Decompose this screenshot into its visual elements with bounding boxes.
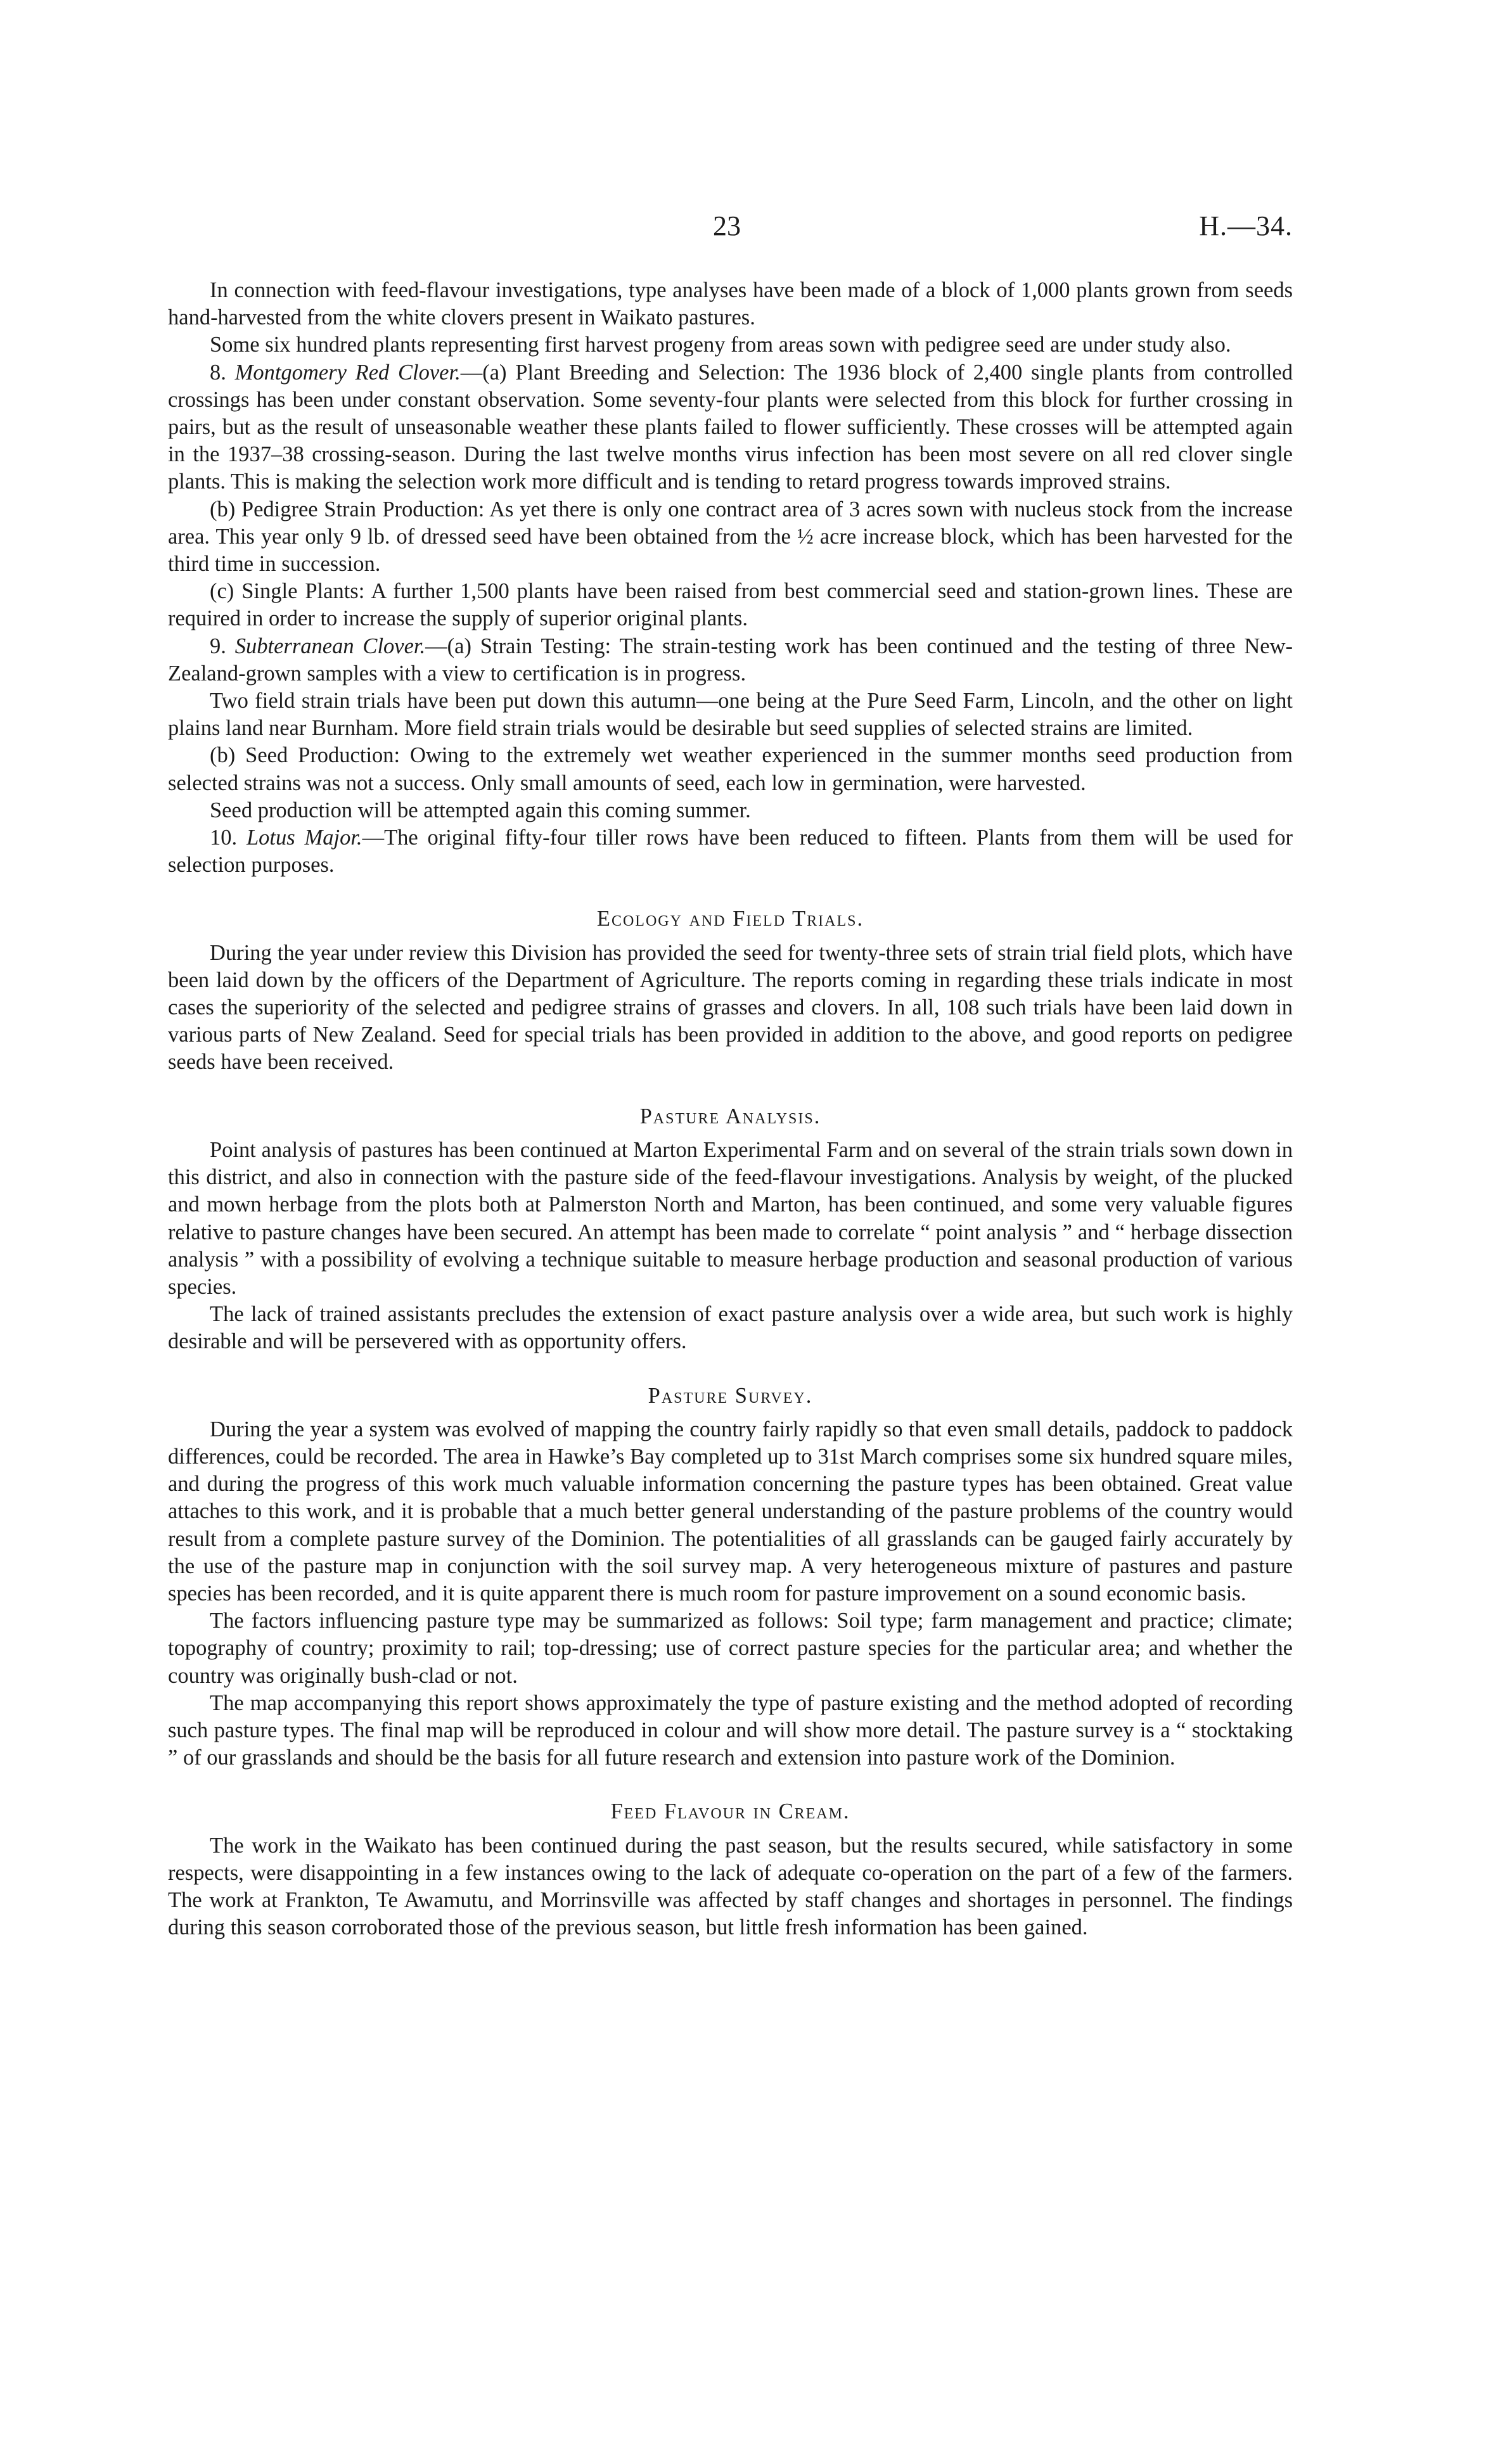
paragraph-lotus-major — [168, 824, 1293, 879]
paragraph: The lack of trained assistants precludes the extension of exact pasture analysis over a wide area, but such work is highly desirable and will be persevered with as opportunity offers. — [168, 1302, 1293, 1354]
item-text: —(a) Plant Breeding and Selection: The 1936 block of 2,400 single plants from controlled crossings has been under constant observation. Some seventy-four plants were selected from this block for further crossing in pairs, but as the result of unseasonable weather these plants failed to flower sufficiently. These crosses will be attempted again in the 1937–38 crossing-season. During the last twelve months virus infection has been most severe on all red clover single plants. This is making the selection work more difficult and is tending to retard progress towards improved strains. — [168, 360, 1293, 494]
page-body — [168, 277, 1293, 1941]
paragraph: During the year under review this Division has provided the seed for twenty-three sets of strain trial field plots, which have been laid down by the officers of the Department of Agriculture. The reports coming in regarding these trials indicate in most cases the superiority of the selected and pedigree strains of grasses and clovers. In all, 108 such trials have been laid down in various parts of New Zealand. Seed for special trials has been provided in addition to the above, and good reports on pedigree seeds have been received. — [168, 940, 1293, 1075]
paragraph: (b) Pedigree Strain Production: As yet there is only one contract area of 3 acres sown with nucleus stock from the increase area. This year only 9 lb. of dressed seed have been obtained from the ½ acre increase block, which has been harvested for the third time in succession. — [168, 497, 1293, 577]
item-number: 9. — [210, 634, 226, 658]
paragraph: During the year a system was evolved of mapping the country fairly rapidly so that even small details, paddock to paddock differences, could be recorded. The area in Hawke’s Bay completed up to 31st March comprises some six hundred square miles, and during the progress of this work much valuable information concerning the pasture types has been obtained. Great value attaches to this work, and it is probable that a much better general understanding of the pasture problems of the country would result from a complete pasture survey of the Dominion. The potentialities of all grasslands can be gauged fairly accurately by the use of the pasture map in conjunction with the soil survey map. A very heterogeneous mixture of pastures and pasture species has been recorded, and it is quite apparent there is much room for pasture improvement on a sound economic basis. — [168, 1417, 1293, 1605]
item-number: 10. — [210, 826, 238, 850]
section-heading-feed-flavour: Feed Flavour in Cream. — [610, 1799, 850, 1824]
paragraph: Two field strain trials have been put down this autumn—one being at the Pure Seed Farm, Lincoln, and the other on light plains land near Burnham. More field strain trials would be desirable but seed supplies of selected strains are limited. — [168, 689, 1293, 741]
paragraph: In connection with feed-flavour investigations, type analyses have been made of a block of 1,000 plants grown from seeds hand-harvested from the white clovers present in Waikato pastures. — [168, 278, 1293, 330]
paragraph-subterranean-clover — [168, 633, 1293, 687]
item-text: —The original fifty-four tiller rows have been reduced to fifteen. Plants from them will be used for selection purposes. — [168, 826, 1293, 878]
item-title: Subterranean Clover. — [234, 634, 426, 658]
section-heading-pasture-analysis: Pasture Analysis. — [639, 1104, 821, 1128]
paragraph: Seed production will be attempted again this coming summer. — [210, 798, 751, 822]
paragraph: The work in the Waikato has been continued during the past season, but the results secured, while satisfactory in some respects, were disappointing in a few instances owing to the lack of adequate co-operation on the part of a few of the farmers. The work at Frankton, Te Awamutu, and Morrinsville was affected by staff changes and shortages in personnel. The findings during this season corroborated those of the previous season, but little fresh information has been gained. — [168, 1833, 1293, 1940]
item-number: 8. — [210, 360, 226, 385]
document-page — [168, 0, 1293, 2464]
item-title: Montgomery Red Clover. — [234, 360, 461, 385]
paragraph: Point analysis of pastures has been continued at Marton Experimental Farm and on several of the strain trials sown down in this district, and also in connection with the pasture side of the feed-flavour investigations. Analysis by weight, of the plucked and mown herbage from the plots both at Palmerston North and Marton, has been continued, and some very valuable figures relative to pasture changes have been secured. An attempt has been made to correlate “ point analysis ” and “ herbage dissection analysis ” with a possibility of evolving a technique suitable to measure herbage production and seasonal production of various species. — [168, 1137, 1293, 1299]
paragraph: Some six hundred plants representing first harvest progeny from areas sown with pedigree seed are under study also. — [210, 333, 1231, 357]
item-title: Lotus Major. — [246, 826, 362, 850]
document-reference: H.—34. — [1199, 210, 1293, 241]
item-text: —(a) Strain Testing: The strain-testing work has been continued and the testing of three New-Zealand-grown samples with a view to certification is in progress. — [168, 634, 1293, 686]
page-header — [168, 212, 1293, 250]
paragraph-montgomery-red-clover — [168, 359, 1293, 496]
paragraph: The factors influencing pasture type may be summarized as follows: Soil type; farm management and practice; climate; topography of country; proximity to rail; top-dressing; use of correct pasture species for the particular area; and whether the country was originally bush-clad or not. — [168, 1609, 1293, 1688]
section-heading-ecology: Ecology and Field Trials. — [596, 907, 864, 931]
paragraph: (c) Single Plants: A further 1,500 plants have been raised from best commercial seed and station-grown lines. These are required in order to increase the supply of superior original plants. — [168, 579, 1293, 631]
paragraph: The map accompanying this report shows approximately the type of pasture existing and the method adopted of recording such pasture types. The final map will be reproduced in colour and will show more detail. The pasture survey is a “ stocktaking ” of our grasslands and should be the basis for all future research and extension into pasture work of the Dominion. — [168, 1690, 1293, 1770]
paragraph: (b) Seed Production: Owing to the extremely wet weather experienced in the summer months seed production from selected strains was not a success. Only small amounts of seed, each low in germination, were harvested. — [168, 743, 1293, 795]
page-number: 23 — [713, 210, 741, 241]
section-heading-pasture-survey: Pasture Survey. — [648, 1383, 813, 1408]
